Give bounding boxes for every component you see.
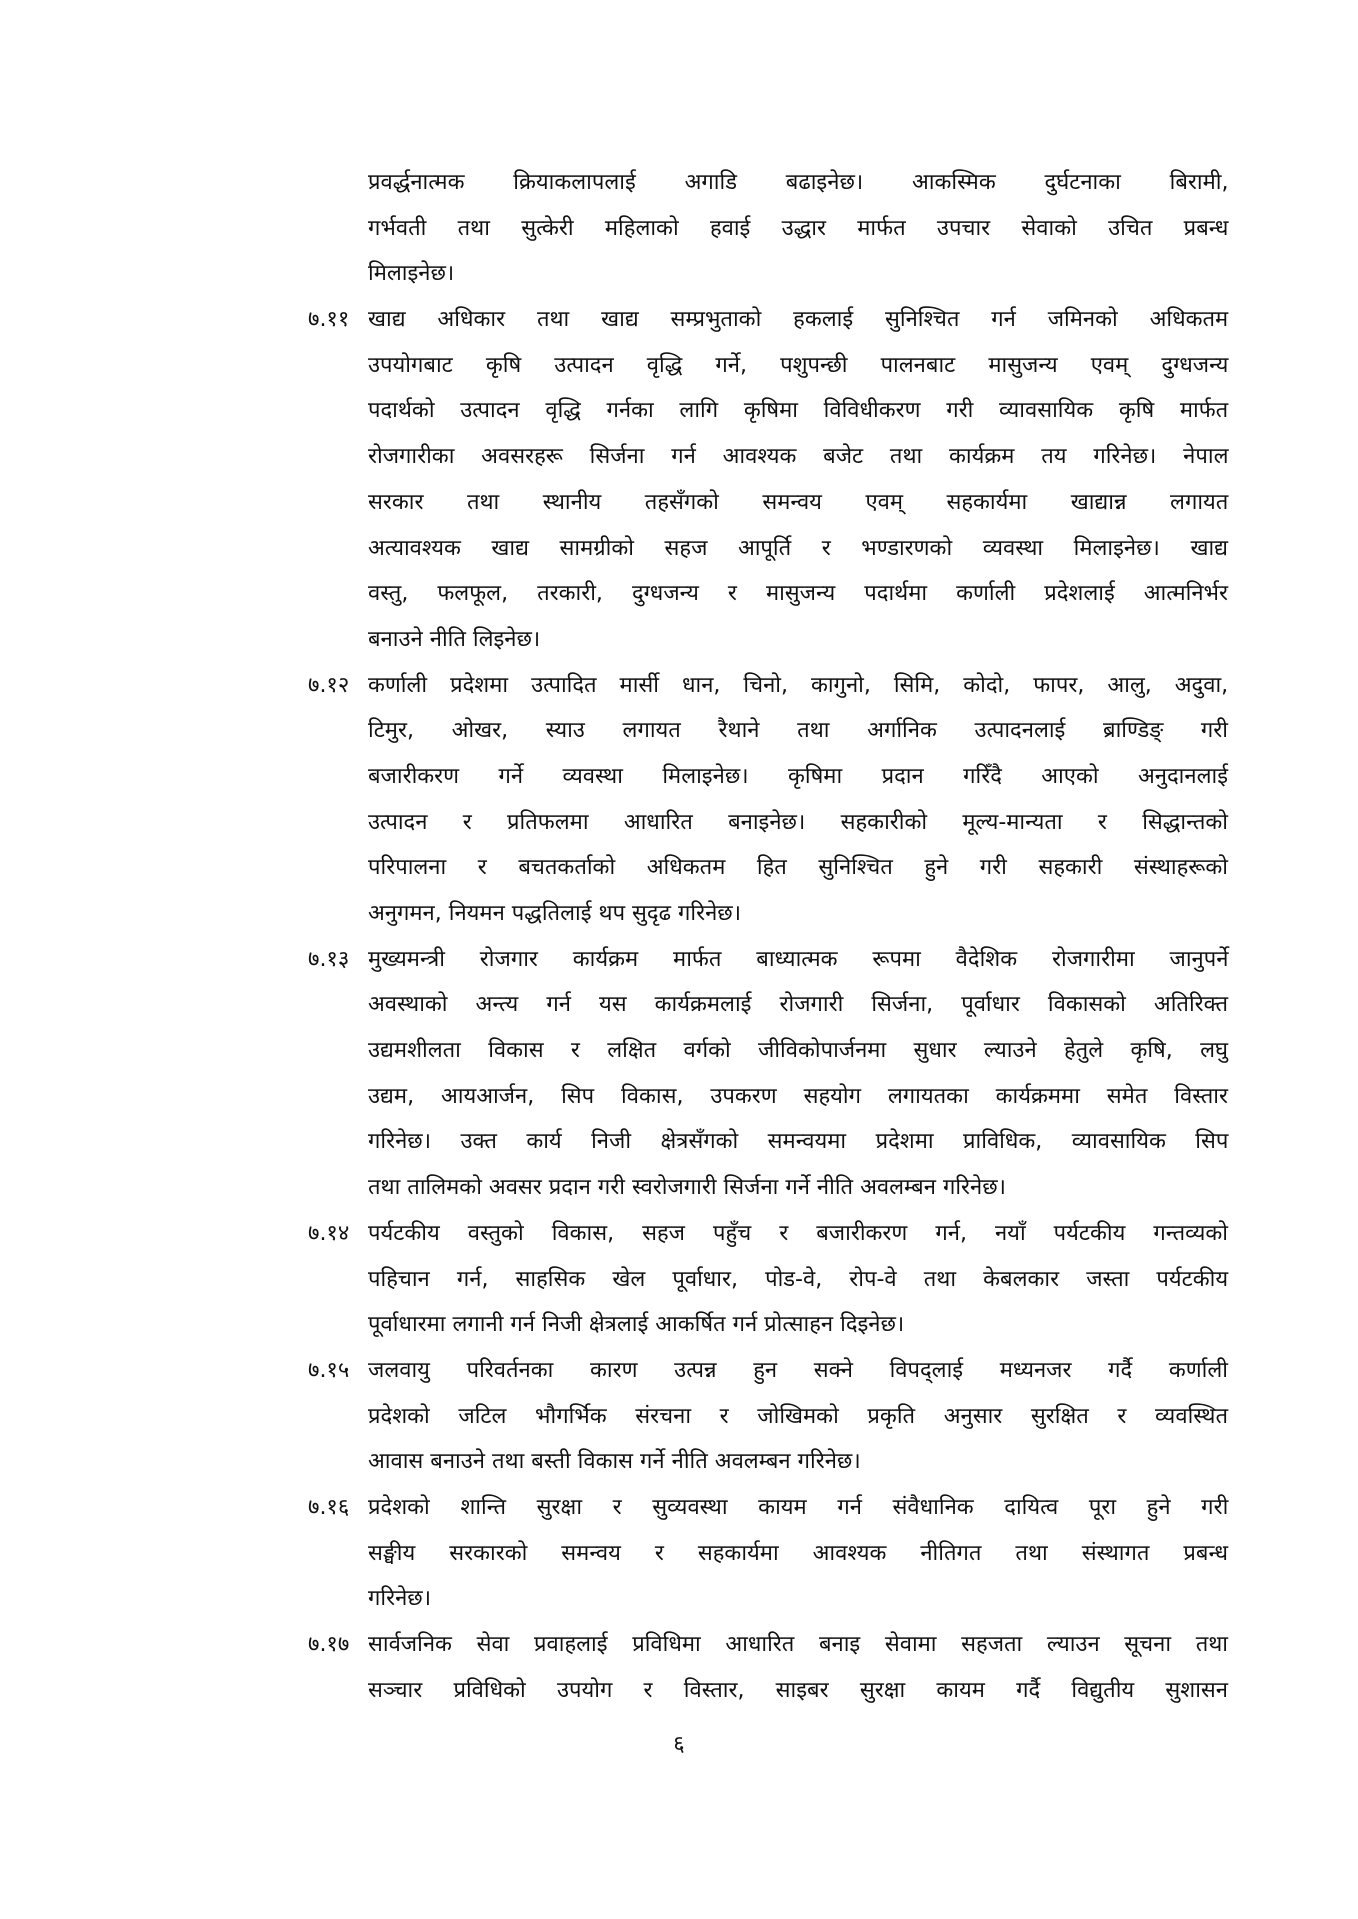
numbered-paragraph xyxy=(308,937,1228,1211)
text-line: पदार्थको उत्पादन वृद्धि गर्नका लागि कृषिमा विविधीकरण गरी व्यावसायिक कृषि मार्फत xyxy=(368,398,1229,424)
paragraph-text xyxy=(368,663,1228,937)
text-line: उद्यमशीलता विकास र लक्षित वर्गको जीविकोपार्जनमा सुधार ल्याउने हेतुले कृषि, लघु xyxy=(368,1038,1228,1064)
text-line: प्रवर्द्धनात्मक क्रियाकलापलाई अगाडि बढाइनेछ। आकस्मिक दुर्घटनाका बिरामी, xyxy=(368,170,1229,195)
text-line: प्रदेशको जटिल भौगर्भिक संरचना र जोखिमको प्रकृति अनुसार सुरक्षित र व्यवस्थित xyxy=(368,1403,1228,1429)
numbered-paragraph xyxy=(308,1622,1228,1713)
text-line: परिपालना र बचतकर्ताको अधिकतम हित सुनिश्चित हुने गरी सहकारी संस्थाहरूको xyxy=(368,855,1228,881)
text-line: जलवायु परिवर्तनका कारण उत्पन्न हुन सक्ने विपद्लाई मध्यनजर गर्दै कर्णाली xyxy=(368,1357,1228,1383)
page-number: ६ xyxy=(673,1732,685,1757)
text-line: सञ्चार प्रविधिको उपयोग र विस्तार, साइबर सुरक्षा कायम गर्दै विद्युतीय सुशासन xyxy=(368,1677,1228,1703)
numbered-paragraph xyxy=(308,1485,1228,1622)
text-line: खाद्य अधिकार तथा खाद्य सम्प्रभुताको हकलाई सुनिश्चित गर्न जमिनको अधिकतम xyxy=(368,307,1229,333)
text-line: टिमुर, ओखर, स्याउ लगायत रैथाने तथा अर्गानिक उत्पादनलाई ब्राण्डिङ् गरी xyxy=(368,718,1228,744)
text-line: कर्णाली प्रदेशमा उत्पादित मार्सी धान, चिनो, कागुनो, सिमि, कोदो, फापर, आलु, अदुवा, xyxy=(368,672,1229,698)
numbered-paragraph xyxy=(308,1211,1228,1348)
continued-paragraph xyxy=(308,160,1228,297)
text-line: गर्भवती तथा सुत्केरी महिलाको हवाई उद्धार मार्फत उपचार सेवाको उचित प्रबन्ध xyxy=(368,215,1229,241)
text-line: उद्यम, आयआर्जन, सिप विकास, उपकरण सहयोग लगायतका कार्यक्रममा समेत विस्तार xyxy=(368,1083,1228,1109)
text-line: गरिनेछ। उक्त कार्य निजी क्षेत्रसँगको समन्वयमा प्रदेशमा प्राविधिक, व्यावसायिक सिप xyxy=(368,1129,1229,1155)
paragraph-number: ७.१६ xyxy=(308,1494,350,1520)
paragraph-text xyxy=(368,937,1228,1211)
paragraph-number: ७.१२ xyxy=(308,672,350,698)
paragraph-text xyxy=(368,1211,1228,1348)
text-line: उत्पादन र प्रतिफलमा आधारित बनाइनेछ। सहकारीको मूल्य-मान्यता र सिद्धान्तको xyxy=(368,809,1228,835)
text-line: बजारीकरण गर्ने व्यवस्था मिलाइनेछ। कृषिमा प्रदान गरिँदै आएको अनुदानलाई xyxy=(368,763,1228,789)
paragraph-text xyxy=(368,1485,1228,1622)
paragraph-number: ७.१५ xyxy=(308,1357,350,1383)
paragraph-text xyxy=(368,160,1228,297)
paragraph-text xyxy=(368,1348,1228,1485)
paragraph-number: ७.१३ xyxy=(308,946,350,972)
text-line: सङ्घीय सरकारको समन्वय र सहकार्यमा आवश्यक नीतिगत तथा संस्थागत प्रबन्ध xyxy=(368,1540,1229,1566)
text-line: अत्यावश्यक खाद्य सामग्रीको सहज आपूर्ति र भण्डारणको व्यवस्था मिलाइनेछ। खाद्य xyxy=(368,535,1228,561)
text-line: गरिनेछ। xyxy=(368,1586,432,1612)
text-line: आवास बनाउने तथा बस्ती विकास गर्ने नीति अवलम्बन गरिनेछ। xyxy=(368,1449,861,1475)
text-line: रोजगारीका अवसरहरू सिर्जना गर्न आवश्यक बजेट तथा कार्यक्रम तय गरिनेछ। नेपाल xyxy=(368,444,1229,470)
numbered-paragraph xyxy=(308,297,1228,663)
text-line: प्रदेशको शान्ति सुरक्षा र सुव्यवस्था कायम गर्न संवैधानिक दायित्व पूरा हुने गरी xyxy=(368,1494,1229,1520)
text-line: बनाउने नीति लिइनेछ। xyxy=(368,626,541,652)
text-line: पर्यटकीय वस्तुको विकास, सहज पहुँच र बजारीकरण गर्न, नयाँ पर्यटकीय गन्तव्यको xyxy=(368,1220,1228,1246)
paragraph-number: ७.१४ xyxy=(308,1220,350,1246)
paragraph-text xyxy=(368,297,1228,663)
text-line: अनुगमन, नियमन पद्धतिलाई थप सुदृढ गरिनेछ। xyxy=(368,901,742,926)
text-line: मुख्यमन्त्री रोजगार कार्यक्रम मार्फत बाध्यात्मक रूपमा वैदेशिक रोजगारीमा जानुपर्ने xyxy=(368,946,1229,972)
document-body xyxy=(308,160,1228,1713)
text-line: सार्वजनिक सेवा प्रवाहलाई प्रविधिमा आधारित बनाइ सेवामा सहजता ल्याउन सूचना तथा xyxy=(368,1632,1228,1657)
numbered-paragraph xyxy=(308,663,1228,937)
text-line: पहिचान गर्न, साहसिक खेल पूर्वाधार, पोड-वे, रोप-वे तथा केबलकार जस्ता पर्यटकीय xyxy=(368,1266,1229,1292)
text-line: पूर्वाधारमा लगानी गर्न निजी क्षेत्रलाई आकर्षित गर्न प्रोत्साहन दिइनेछ। xyxy=(368,1312,905,1338)
text-line: तथा तालिमको अवसर प्रदान गरी स्वरोजगारी सिर्जना गर्ने नीति अवलम्बन गरिनेछ। xyxy=(368,1175,1006,1201)
paragraph-text xyxy=(368,1622,1228,1713)
paragraph-number: ७.१७ xyxy=(308,1632,350,1657)
numbered-paragraph xyxy=(308,1348,1228,1485)
text-line: उपयोगबाट कृषि उत्पादन वृद्धि गर्ने, पशुपन्छी पालनबाट मासुजन्य एवम् दुग्धजन्य xyxy=(368,352,1229,378)
text-line: वस्तु, फलफूल, तरकारी, दुग्धजन्य र मासुजन्य पदार्थमा कर्णाली प्रदेशलाई आत्मनिर्भर xyxy=(368,581,1228,607)
text-line: सरकार तथा स्थानीय तहसँगको समन्वय एवम् सहकार्यमा खाद्यान्न लगायत xyxy=(368,489,1229,515)
text-line: अवस्थाको अन्त्य गर्न यस कार्यक्रमलाई रोजगारी सिर्जना, पूर्वाधार विकासको अतिरिक्त xyxy=(368,992,1228,1018)
paragraph-number: ७.११ xyxy=(308,307,350,333)
text-line: मिलाइनेछ। xyxy=(368,261,455,287)
